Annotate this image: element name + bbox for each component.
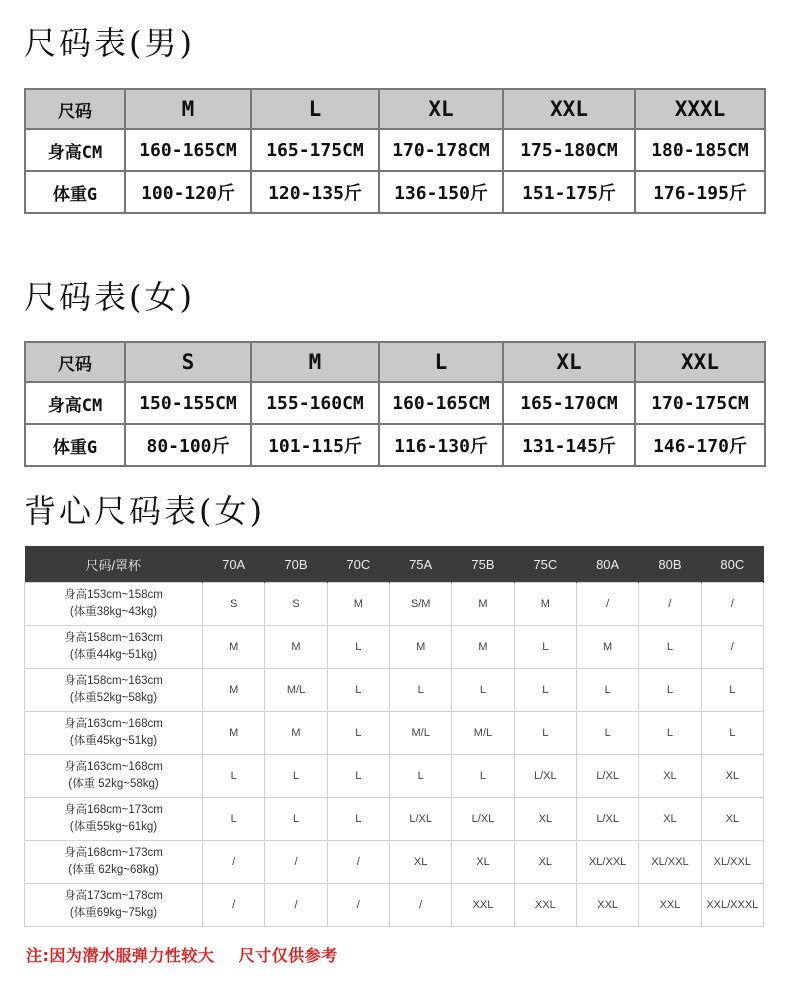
size-value-cell: 80-100斤 bbox=[125, 424, 251, 466]
vest-size-cell: L bbox=[327, 755, 389, 798]
vest-size-cell: / bbox=[576, 583, 638, 626]
vest-size-cell: XL bbox=[514, 798, 576, 841]
vest-size-cell: L/XL bbox=[452, 798, 514, 841]
men-data-row bbox=[25, 129, 765, 171]
vest-size-cell: M bbox=[452, 626, 514, 669]
vest-size-cell: XL bbox=[452, 841, 514, 884]
size-header-cell: XXL bbox=[503, 89, 635, 129]
vest-header-row bbox=[25, 546, 764, 583]
vest-size-cell: XXL bbox=[452, 884, 514, 927]
vest-data-row bbox=[25, 755, 764, 798]
weight-range: (体重38kg~43kg) bbox=[69, 606, 158, 618]
vest-size-cell: M bbox=[389, 626, 451, 669]
vest-size-cell: / bbox=[639, 583, 701, 626]
size-value-cell: 160-165CM bbox=[125, 129, 251, 171]
vest-size-cell: L bbox=[514, 626, 576, 669]
size-header-cell: L bbox=[251, 89, 379, 129]
vest-size-cell: S bbox=[203, 583, 265, 626]
vest-size-cell: L bbox=[639, 626, 701, 669]
height-range: 身高158cm~163cm bbox=[64, 632, 163, 644]
vest-size-cell: XL bbox=[701, 798, 763, 841]
vest-size-cell: M bbox=[203, 626, 265, 669]
body-measure-label bbox=[25, 583, 203, 626]
vest-size-cell: L bbox=[265, 755, 327, 798]
vest-size-cell: L bbox=[203, 755, 265, 798]
cup-size-header: 70C bbox=[327, 546, 389, 583]
size-value-cell: 170-175CM bbox=[635, 382, 765, 424]
vest-size-cell: M bbox=[327, 583, 389, 626]
men-size-title: 尺码表(男) bbox=[24, 24, 195, 62]
vest-size-cell: XL bbox=[639, 755, 701, 798]
size-value-cell: 170-178CM bbox=[379, 129, 503, 171]
size-header-cell: XXXL bbox=[635, 89, 765, 129]
vest-size-cell: M bbox=[452, 583, 514, 626]
vest-size-cell: S/M bbox=[389, 583, 451, 626]
vest-size-cell: L bbox=[514, 712, 576, 755]
cup-size-header: 80C bbox=[701, 546, 763, 583]
vest-size-cell: XL bbox=[701, 755, 763, 798]
body-measure-label bbox=[25, 669, 203, 712]
size-value-cell: 175-180CM bbox=[503, 129, 635, 171]
size-value-cell: 155-160CM bbox=[251, 382, 379, 424]
vest-size-cell: L bbox=[576, 712, 638, 755]
size-header-cell: XL bbox=[503, 342, 635, 382]
vest-size-cell: M bbox=[265, 712, 327, 755]
vest-data-row bbox=[25, 712, 764, 755]
vest-size-cell: S bbox=[265, 583, 327, 626]
weight-range: (体重 52kg~58kg) bbox=[68, 778, 159, 790]
vest-size-cell: L bbox=[389, 755, 451, 798]
women-data-row bbox=[25, 424, 765, 466]
women-header-row bbox=[25, 342, 765, 382]
cup-size-header: 80A bbox=[576, 546, 638, 583]
size-value-cell: 176-195斤 bbox=[635, 171, 765, 213]
vest-size-title: 背心尺码表(女) bbox=[24, 492, 265, 530]
vest-size-cell: L bbox=[389, 669, 451, 712]
height-range: 身高168cm~173cm bbox=[64, 804, 163, 816]
body-measure-label bbox=[25, 712, 203, 755]
row-label: 身高CM bbox=[25, 382, 125, 424]
men-data-row bbox=[25, 171, 765, 213]
weight-range: (体重52kg~58kg) bbox=[69, 692, 158, 704]
vest-size-cell: L bbox=[327, 669, 389, 712]
size-value-cell: 165-170CM bbox=[503, 382, 635, 424]
vest-data-row bbox=[25, 669, 764, 712]
vest-size-cell: / bbox=[265, 884, 327, 927]
vest-size-cell: L/XL bbox=[389, 798, 451, 841]
weight-range: (体重45kg~51kg) bbox=[69, 735, 158, 747]
vest-size-cell: / bbox=[701, 626, 763, 669]
vest-size-cell: XL/XXL bbox=[701, 841, 763, 884]
size-header-cell: S bbox=[125, 342, 251, 382]
height-range: 身高168cm~173cm bbox=[64, 847, 163, 859]
vest-size-cell: L bbox=[203, 798, 265, 841]
row-label: 体重G bbox=[25, 171, 125, 213]
vest-size-cell: M/L bbox=[389, 712, 451, 755]
size-note: 注:因为潜水服弹力性较大 尺寸仅供参考 bbox=[26, 946, 338, 965]
size-value-cell: 180-185CM bbox=[635, 129, 765, 171]
vest-size-cell: L/XL bbox=[576, 798, 638, 841]
vest-data-row bbox=[25, 884, 764, 927]
size-value-cell: 136-150斤 bbox=[379, 171, 503, 213]
size-value-cell: 150-155CM bbox=[125, 382, 251, 424]
body-measure-label bbox=[25, 841, 203, 884]
cup-size-header: 70A bbox=[203, 546, 265, 583]
vest-size-cell: / bbox=[203, 841, 265, 884]
vest-size-cell: XXL bbox=[514, 884, 576, 927]
size-value-cell: 101-115斤 bbox=[251, 424, 379, 466]
vest-size-cell: L/XL bbox=[514, 755, 576, 798]
vest-size-cell: M bbox=[203, 712, 265, 755]
height-range: 身高173cm~178cm bbox=[64, 890, 163, 902]
women-size-title: 尺码表(女) bbox=[24, 278, 195, 316]
size-value-cell: 165-175CM bbox=[251, 129, 379, 171]
vest-size-cell: L bbox=[452, 669, 514, 712]
size-value-cell: 160-165CM bbox=[379, 382, 503, 424]
vest-size-cell: M bbox=[203, 669, 265, 712]
vest-size-cell: L bbox=[514, 669, 576, 712]
weight-range: (体重69kg~75kg) bbox=[69, 907, 158, 919]
size-header-cell: XL bbox=[379, 89, 503, 129]
row-label: 体重G bbox=[25, 424, 125, 466]
vest-size-cell: L bbox=[639, 669, 701, 712]
cup-size-header: 70B bbox=[265, 546, 327, 583]
body-measure-label bbox=[25, 884, 203, 927]
vest-size-cell: / bbox=[389, 884, 451, 927]
vest-size-cell: / bbox=[701, 583, 763, 626]
vest-size-cell: L bbox=[327, 712, 389, 755]
vest-size-cell: / bbox=[265, 841, 327, 884]
vest-size-cell: L bbox=[265, 798, 327, 841]
vest-size-cell: L bbox=[701, 712, 763, 755]
vest-size-cell: XL bbox=[389, 841, 451, 884]
vest-size-cell: XXL bbox=[576, 884, 638, 927]
vest-size-cell: L/XL bbox=[576, 755, 638, 798]
vest-data-row bbox=[25, 626, 764, 669]
vest-size-cell: XL bbox=[639, 798, 701, 841]
cup-size-header: 80B bbox=[639, 546, 701, 583]
men-header-row bbox=[25, 89, 765, 129]
vest-data-row bbox=[25, 798, 764, 841]
vest-data-row bbox=[25, 841, 764, 884]
height-range: 身高158cm~163cm bbox=[64, 675, 163, 687]
height-range: 身高153cm~158cm bbox=[64, 589, 163, 601]
vest-size-cell: M/L bbox=[452, 712, 514, 755]
women-data-row bbox=[25, 382, 765, 424]
weight-range: (体重44kg~51kg) bbox=[69, 649, 158, 661]
vest-size-table bbox=[24, 546, 764, 927]
weight-range: (体重 62kg~68kg) bbox=[68, 864, 159, 876]
vest-size-cell: L bbox=[701, 669, 763, 712]
vest-size-cell: XXL/XXXL bbox=[701, 884, 763, 927]
size-value-cell: 120-135斤 bbox=[251, 171, 379, 213]
vest-size-cell: XL/XXL bbox=[639, 841, 701, 884]
cup-size-header: 75C bbox=[514, 546, 576, 583]
vest-size-cell: XL bbox=[514, 841, 576, 884]
vest-size-cell: L bbox=[327, 798, 389, 841]
vest-size-cell: L bbox=[327, 626, 389, 669]
size-header-cell: XXL bbox=[635, 342, 765, 382]
vest-header-label: 尺码/罩杯 bbox=[25, 546, 203, 583]
vest-data-row bbox=[25, 583, 764, 626]
vest-size-cell: / bbox=[327, 841, 389, 884]
size-header-cell: M bbox=[251, 342, 379, 382]
weight-range: (体重55kg~61kg) bbox=[69, 821, 158, 833]
vest-size-cell: XL/XXL bbox=[576, 841, 638, 884]
row-label: 尺码 bbox=[25, 89, 125, 129]
vest-size-cell: XXL bbox=[639, 884, 701, 927]
size-value-cell: 100-120斤 bbox=[125, 171, 251, 213]
body-measure-label bbox=[25, 755, 203, 798]
cup-size-header: 75A bbox=[389, 546, 451, 583]
vest-size-cell: L bbox=[639, 712, 701, 755]
height-range: 身高163cm~168cm bbox=[64, 718, 163, 730]
women-size-table bbox=[24, 341, 766, 467]
vest-size-cell: L bbox=[452, 755, 514, 798]
vest-size-cell: M bbox=[265, 626, 327, 669]
size-value-cell: 131-145斤 bbox=[503, 424, 635, 466]
size-value-cell: 151-175斤 bbox=[503, 171, 635, 213]
height-range: 身高163cm~168cm bbox=[64, 761, 163, 773]
size-value-cell: 116-130斤 bbox=[379, 424, 503, 466]
vest-size-cell: / bbox=[203, 884, 265, 927]
men-size-table bbox=[24, 88, 766, 214]
size-header-cell: M bbox=[125, 89, 251, 129]
vest-size-cell: M bbox=[576, 626, 638, 669]
size-value-cell: 146-170斤 bbox=[635, 424, 765, 466]
cup-size-header: 75B bbox=[452, 546, 514, 583]
size-header-cell: L bbox=[379, 342, 503, 382]
body-measure-label bbox=[25, 626, 203, 669]
vest-size-cell: M/L bbox=[265, 669, 327, 712]
vest-size-cell: L bbox=[576, 669, 638, 712]
row-label: 尺码 bbox=[25, 342, 125, 382]
body-measure-label bbox=[25, 798, 203, 841]
row-label: 身高CM bbox=[25, 129, 125, 171]
vest-size-cell: / bbox=[327, 884, 389, 927]
vest-size-cell: M bbox=[514, 583, 576, 626]
